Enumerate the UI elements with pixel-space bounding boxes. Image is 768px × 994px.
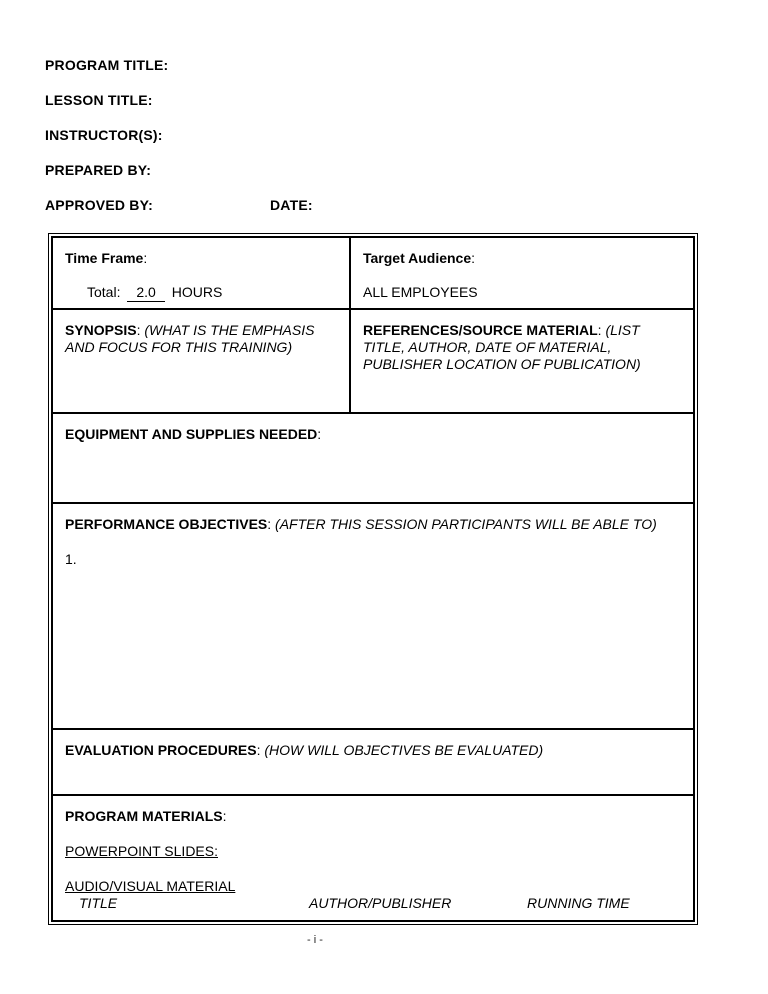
colon: : (222, 808, 227, 824)
equipment-cell (52, 413, 694, 503)
performance-objectives-hint: (AFTER THIS SESSION PARTICIPANTS WILL BE ABLE TO) (275, 516, 657, 532)
program-materials-label: PROGRAM MATERIALS (65, 808, 223, 824)
synopsis-heading (65, 322, 327, 356)
column-header-title: TITLE (79, 895, 118, 911)
date-label: DATE: (270, 197, 313, 213)
table-row-synopsis-references (52, 309, 694, 413)
lesson-plan-page (45, 57, 723, 925)
header-fields (45, 57, 723, 213)
program-title-label: PROGRAM TITLE: (45, 57, 169, 73)
program-materials-cell (52, 795, 694, 921)
references-heading (363, 322, 665, 373)
table-row-program-materials (52, 795, 694, 921)
approved-by-label: APPROVED BY: (45, 197, 153, 213)
total-label: Total: (87, 284, 121, 300)
target-audience-value: ALL EMPLOYEES (363, 284, 478, 300)
colon: : (267, 516, 272, 532)
colon: : (136, 322, 141, 338)
time-frame-cell (52, 237, 350, 309)
lesson-title-label: LESSON TITLE: (45, 92, 153, 108)
evaluation-hint: (HOW WILL OBJECTIVES BE EVALUATED) (264, 742, 544, 758)
performance-heading (65, 516, 657, 533)
table-row-evaluation (52, 729, 694, 795)
equipment-label: EQUIPMENT AND SUPPLIES NEEDED (65, 426, 318, 442)
program-materials-heading (65, 808, 681, 825)
synopsis-label: SYNOPSIS (65, 322, 137, 338)
synopsis-cell (52, 309, 350, 413)
audio-visual-line (65, 878, 681, 895)
prepared-by-label: PREPARED BY: (45, 162, 152, 178)
colon: : (597, 322, 602, 338)
column-header-running-time: RUNNING TIME (527, 895, 630, 911)
references-cell (350, 309, 694, 413)
column-header-author-publisher: AUTHOR/PUBLISHER (309, 895, 452, 911)
page-number: - i - (307, 934, 323, 946)
target-audience-cell (350, 237, 694, 309)
instructors-field (45, 127, 723, 143)
program-title-field (45, 57, 723, 73)
objective-item-1: 1. (65, 551, 77, 567)
performance-objectives-label: PERFORMANCE OBJECTIVES (65, 516, 268, 532)
lesson-plan-table (48, 233, 698, 925)
table-row-timeframe-audience (52, 237, 694, 309)
target-audience-heading (363, 250, 681, 267)
prepared-by-field (45, 162, 723, 178)
references-label: REFERENCES/SOURCE MATERIAL (363, 322, 598, 338)
hours-label: HOURS (171, 284, 223, 300)
evaluation-label: EVALUATION PROCEDURES (65, 742, 257, 758)
time-frame-heading (65, 250, 337, 267)
colon: : (143, 250, 148, 266)
target-audience-label: Target Audience (363, 250, 472, 266)
lesson-title-field (45, 92, 723, 108)
evaluation-cell (52, 729, 694, 795)
colon: : (471, 250, 476, 266)
table-row-performance-objectives (52, 503, 694, 729)
instructors-label: INSTRUCTOR(S): (45, 127, 163, 143)
evaluation-heading (65, 742, 681, 759)
total-hours-line (65, 284, 337, 302)
powerpoint-slides-line (65, 843, 681, 860)
total-hours-value: 2.0 (127, 284, 164, 302)
performance-objectives-cell (52, 503, 694, 729)
equipment-heading (65, 426, 681, 443)
approved-by-field (45, 197, 723, 213)
audio-visual-label: AUDIO/VISUAL MATERIAL (65, 878, 236, 894)
references-hint: (LIST TITLE, AUTHOR, DATE OF MATERIAL, PUBLISHER LOCATION OF PUBLICATION) (363, 322, 641, 372)
synopsis-hint: (WHAT IS THE EMPHASIS AND FOCUS FOR THIS TRAINING) (65, 322, 315, 355)
time-frame-label: Time Frame (65, 250, 144, 266)
powerpoint-slides-label: POWERPOINT SLIDES: (65, 843, 218, 859)
colon: : (317, 426, 322, 442)
table-row-equipment (52, 413, 694, 503)
audio-visual-column-headers (65, 895, 681, 912)
colon: : (256, 742, 261, 758)
